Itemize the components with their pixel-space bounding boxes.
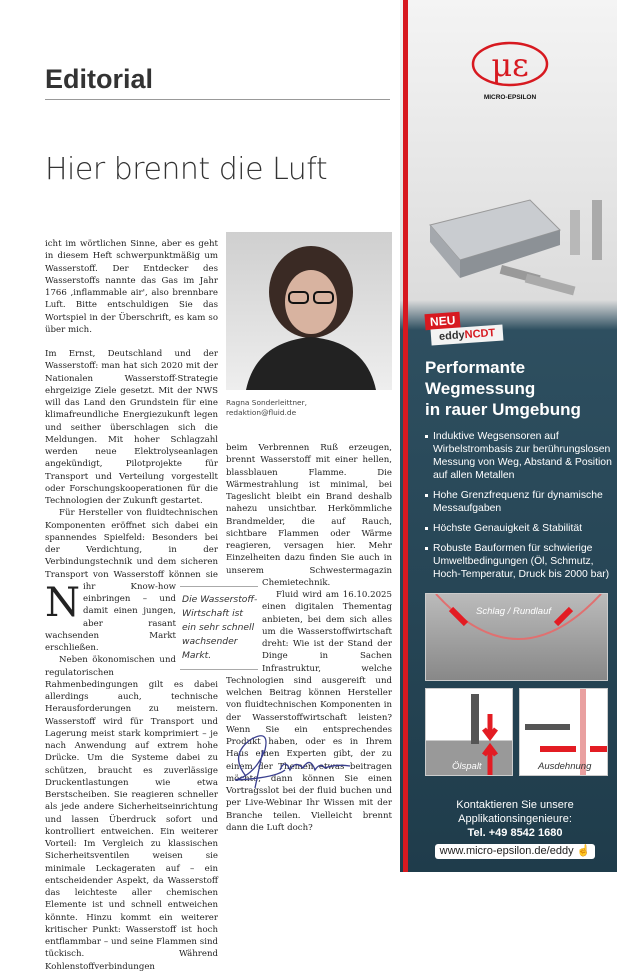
image-label: Schlag / Rundlauf bbox=[476, 606, 551, 617]
paragraph: N icht im wörtlichen Sinne, aber es geht in diesem Heft schwerpunktmäßig um Wasserstoff. Der Entdecker des Wasserstoffs nannte das Gas im Jahr 1766 ‚inflammable air', also brennbare Luft. Bitte entschuldigen Sie das Wortspiel in der Überschrift, es kam so über mich. bbox=[45, 239, 218, 626]
svg-text:με: με bbox=[491, 46, 529, 84]
contact-block bbox=[420, 798, 610, 840]
runout-image bbox=[425, 593, 608, 681]
brand-name: MICRO-EPSILON bbox=[483, 94, 537, 101]
photo-caption bbox=[226, 398, 307, 418]
ad-red-stripe bbox=[403, 0, 408, 872]
paragraph: beim Verbrennen Ruß erzeugen, brennt Wasserstoff mit einer hellen, blassblauen Flamme. Die Wärmestrahlung ist minimal, bei Tageslicht bleibt ein Brand deshalb nahezu unsichtbar. Herkömmliche Brandmelder, die auf Rauch, sichtbare Flammen oder Wärme reagieren, versagen hier. Mehr Einzelheiten dazu finden Sie auch in unserem Schwestermagazin Chemietechnik. bbox=[226, 443, 392, 588]
headline-line: in rauer Umgebung bbox=[425, 400, 581, 419]
image-label: Ölspalt bbox=[452, 761, 482, 772]
contact-line: Kontaktieren Sie unsere bbox=[456, 799, 574, 811]
paragraph: Im Ernst, Deutschland und der Wasserstoff: man hat sich 2020 mit der Nationalen Wasserstoff-Strategie ehrgeizige Ziele gesetzt. Mit der NWS will das Land den Grundstein für eine klimafreundliche Energiezukunft legen und seither überschlagen sich die Meldungen. Mit hoher Schlagzahl werden neue Elektrolyseanlagen angekündigt, Pilotprojekte für Transport und Verteilung vorgestellt oder Forschungskooperationen für die Technologien der Zukunft gestartet. bbox=[45, 349, 218, 506]
feature-item: Induktive Wegsensoren auf Wirbelstrombasis zur berührungslosen Messung von Weg, Abstand & Position auf allen Metallen bbox=[425, 430, 613, 482]
hand-cursor-icon: ☝ bbox=[576, 845, 591, 857]
ad-headline bbox=[425, 357, 610, 420]
product-prefix: eddy bbox=[438, 329, 466, 343]
author-photo bbox=[226, 232, 392, 390]
pull-quote: Die Wasserstoff-Wirtschaft ist ein sehr schnell wachsender Markt. bbox=[180, 586, 258, 670]
feature-list bbox=[425, 430, 613, 588]
drop-cap: N bbox=[45, 580, 80, 626]
author-email: redaktion@fluid.de bbox=[226, 408, 297, 417]
micro-epsilon-logo bbox=[455, 40, 565, 101]
url-text[interactable]: www.micro-epsilon.de/eddy bbox=[439, 845, 574, 857]
paragraph: Neben ökonomischen und regulatorischen Rahmenbedingungen gilt es dabei allerdings auch, technische Herausforderungen zu meistern. Wasserstoff wird für Transport und Lagerung meist stark komprimiert – je nach Anwendung auf extrem hohe Drücke. Um die Systeme dabei zu schützen, braucht es zuverlässige Druckentlastungen wie etwa Berstscheiben. Sie reagieren schneller als jede andere Sicherheitseinrichtung und lassen Überdruck sofort und kontrolliert entweichen. Ein weiterer Vorteil: Im Vergleich zu klassischen Sicherheitsventilen weisen sie minimale Leckageraten auf – ein entscheidender Aspekt, da Wasserstoff das leichteste aller chemischen Elemente ist und schnell entweichen könnte. Hinzu kommt ein weiterer kritischer Punkt: Wasserstoff ist hoch entflammbar – und seine Flammen sind tückisch. Während Kohlenstoffverbindungen bbox=[45, 655, 218, 972]
feature-item: Hohe Grenzfrequenz für dynamische Messaufgaben bbox=[425, 489, 613, 515]
image-label: Ausdehnung bbox=[538, 761, 592, 772]
author-name: Ragna Sonderleittner, bbox=[226, 398, 307, 407]
contact-line: Applikationsingenieure: bbox=[458, 813, 572, 825]
paragraph: Fluid wird am 16.10.2025 einen digitalen Thementag anbieten, bei dem sich alles um die Wasserstoffwirtschaft dreht: Wie ist der Stand der Dinge in Sachen Infrastruktur, welche Technologien sind ausgereift und welchen Beitrag können Hersteller von fluidtechnischen Komponenten in der Wasserstoffwirtschaft leisten? Wenn Sie ein entsprechendes Produkt haben, oder es in Ihrem Haus einen Experten gibt, der zu einem der Themen etwas beitragen möchte, dann können Sie einen Vortragsslot bei der fluid buchen und per Live-Webinar Ihr Wissen mit der Branche teilen. Vielleicht brennt dann die Luft doch? bbox=[226, 590, 392, 833]
oil-gap-image bbox=[425, 688, 513, 776]
headline-line: Performante bbox=[425, 358, 526, 377]
mu-epsilon-logo-icon bbox=[470, 40, 550, 88]
phone-number: Tel. +49 8542 1680 bbox=[467, 827, 563, 839]
headline: Hier brennt die Luft bbox=[45, 152, 328, 187]
new-badge: NEU bbox=[424, 312, 460, 330]
headline-line: Wegmessung bbox=[425, 379, 536, 398]
website-link[interactable] bbox=[435, 844, 595, 859]
divider bbox=[45, 99, 390, 100]
section-title: Editorial bbox=[45, 64, 154, 94]
product-suffix: NCDT bbox=[464, 327, 496, 342]
paragraph: Für Hersteller von fluidtechnischen Komponenten eröffnet sich dabei ein spannendes Spielfeld: Besonders bei der Verdichtung, in der Verbindungstechnik und dem sicheren Transport von Wasserstoff können sie ihr Know-how einbringen – und damit einen jungen, aber rasant wachsenden Markt erschließen. bbox=[45, 508, 218, 653]
feature-item: Höchste Genauigkeit & Stabilität bbox=[425, 522, 613, 535]
product-image bbox=[420, 130, 610, 310]
feature-item: Robuste Bauformen für schwierige Umweltbedingungen (Öl, Schmutz, Hoch-Temperatur, Druck bis 2000 bar) bbox=[425, 542, 613, 581]
signature bbox=[225, 720, 355, 790]
expansion-image bbox=[519, 688, 608, 776]
